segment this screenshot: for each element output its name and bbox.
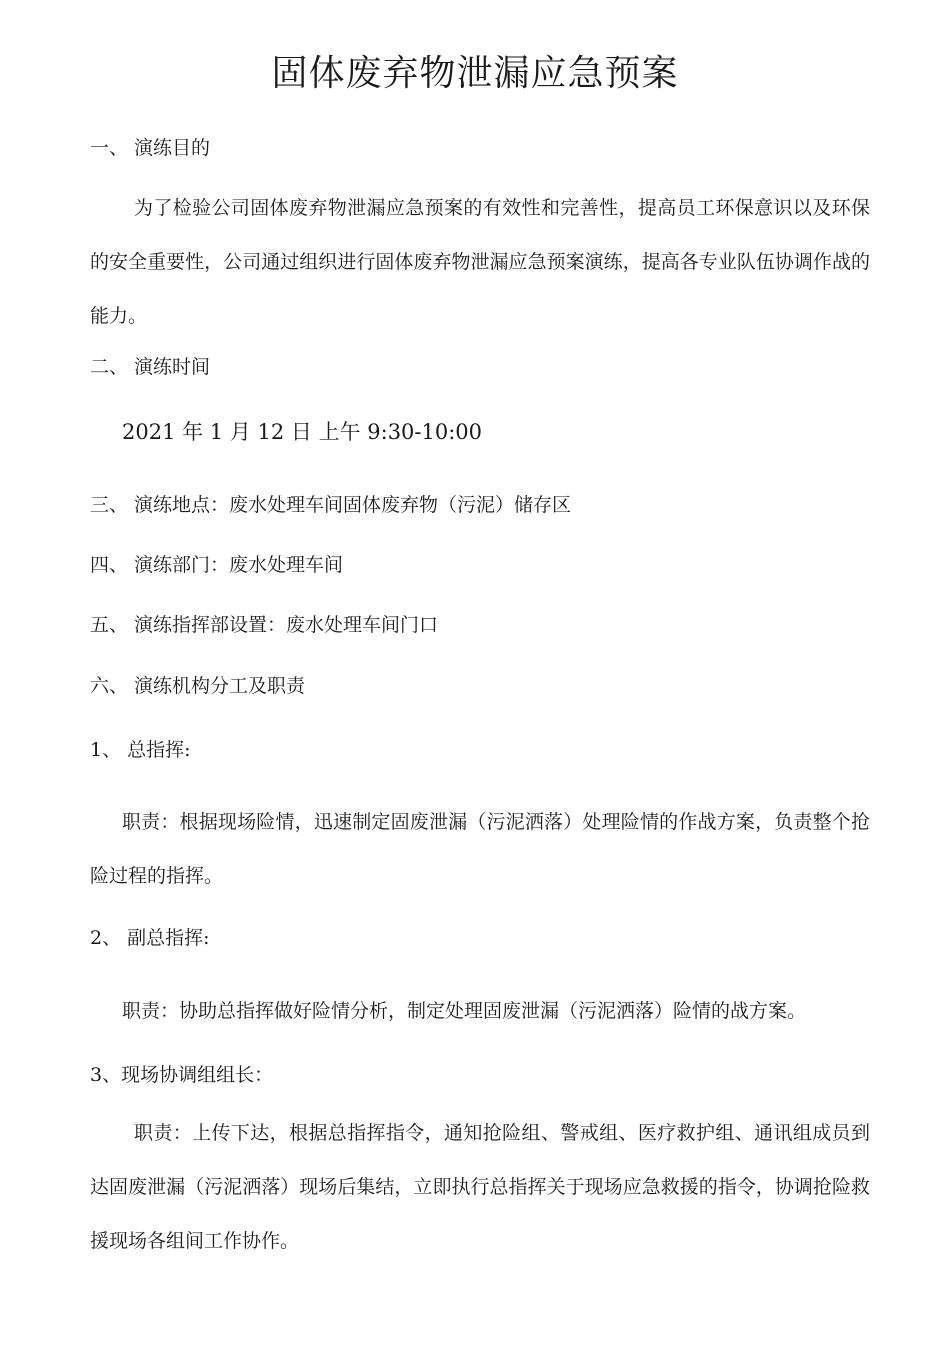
section-heading-purpose: 一、 演练目的 <box>90 137 211 159</box>
section-heading-organization: 六、 演练机构分工及职责 <box>90 675 306 697</box>
role-body-deputy-commander: 职责：协助总指挥做好险情分析，制定处理固废泄漏（污泥洒落）险情的战方案。 <box>122 1000 807 1022</box>
role-body-coordination-leader: 职责：上传下达，根据总指挥指令，通知抢险组、警戒组、医疗救护组、通讯组成员到达固废泄漏（污泥洒落）现场后集结，立即执行总指挥关于现场应急救援的指令，协调抢险救援现场各组间工作协作。 <box>90 1122 870 1252</box>
section-heading-location: 三、 演练地点：废水处理车间固体废弃物（污泥）储存区 <box>90 494 572 516</box>
drill-date-time: 2021 年 1 月 12 日 上午 9:30-10:00 <box>122 420 483 444</box>
role-heading-deputy-commander: 2、 副总指挥: <box>90 927 210 949</box>
role-heading-commander: 1、 总指挥: <box>90 739 191 761</box>
section-heading-department: 四、 演练部门：废水处理车间 <box>90 554 344 576</box>
role-body-commander: 职责：根据现场险情，迅速制定固废泄漏（污泥洒落）处理险情的作战方案，负责整个抢险过程的指挥。 <box>90 811 870 887</box>
section-heading-command-post: 五、 演练指挥部设置：废水处理车间门口 <box>90 614 439 636</box>
role-heading-coordination-leader: 3、现场协调组组长： <box>90 1064 274 1086</box>
section-heading-time: 二、 演练时间 <box>90 356 211 378</box>
document-title: 固体废弃物泄漏应急预案 <box>271 53 679 94</box>
section-body-purpose: 为了检验公司固体废弃物泄漏应急预案的有效性和完善性，提高员工环保意识以及环保的安全重要性，公司通过组织进行固体废弃物泄漏应急预案演练，提高各专业队伍协调作战的能力。 <box>90 197 870 327</box>
